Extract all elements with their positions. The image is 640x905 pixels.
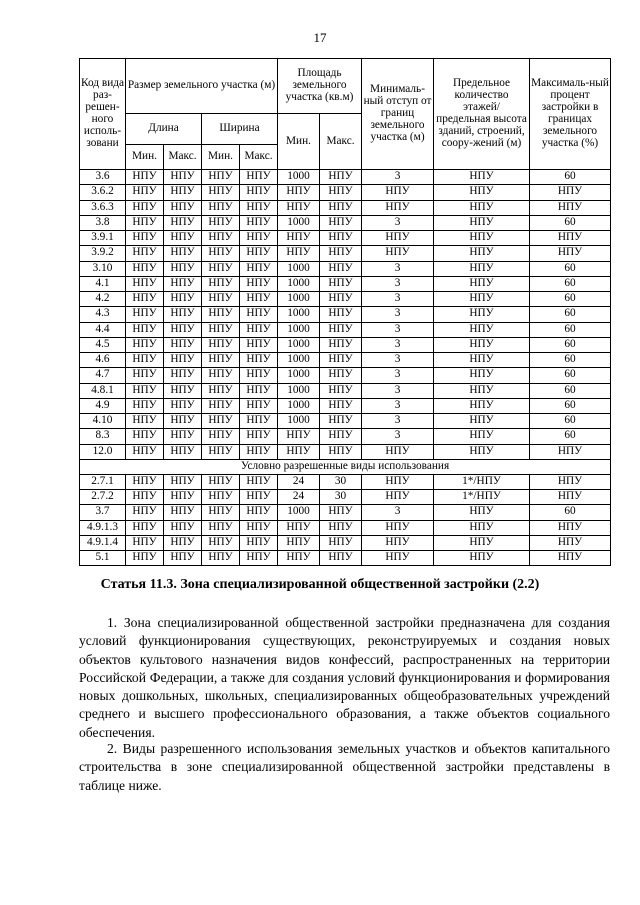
header-max-floors: Предельное количество этажей/ предельная высота зданий, строений, соору-жений (м) — [434, 59, 530, 170]
conditional-rows — [80, 474, 611, 566]
table-cell: НПУ — [434, 231, 530, 246]
table-cell: НПУ — [126, 490, 164, 505]
table-cell: НПУ — [240, 307, 278, 322]
table-row — [80, 398, 611, 413]
table-cell: НПУ — [126, 414, 164, 429]
header-width-max: Макс. — [240, 145, 278, 170]
header-plot-size: Размер земельного участка (м) — [126, 59, 278, 114]
table-cell: 5.1 — [80, 551, 126, 566]
table-row — [80, 170, 611, 185]
table-cell: НПУ — [126, 398, 164, 413]
table-cell: 1000 — [278, 353, 320, 368]
table-cell: НПУ — [164, 185, 202, 200]
zoning-parameters-table — [79, 58, 611, 566]
table-cell: НПУ — [202, 353, 240, 368]
table-cell: НПУ — [530, 200, 611, 215]
table-cell: 60 — [530, 337, 611, 352]
table-cell: НПУ — [434, 170, 530, 185]
table-cell: НПУ — [164, 474, 202, 489]
table-cell: НПУ — [202, 398, 240, 413]
table-cell: НПУ — [362, 231, 434, 246]
table-cell: НПУ — [164, 535, 202, 550]
table-cell: 60 — [530, 398, 611, 413]
table-cell: 1*/НПУ — [434, 474, 530, 489]
table-cell: НПУ — [240, 261, 278, 276]
table-cell: НПУ — [434, 520, 530, 535]
table-cell: НПУ — [202, 307, 240, 322]
table-cell: 24 — [278, 490, 320, 505]
table-cell: НПУ — [126, 215, 164, 230]
table-cell: НПУ — [362, 520, 434, 535]
table-cell: 30 — [320, 474, 362, 489]
table-cell: НПУ — [126, 246, 164, 261]
table-cell: НПУ — [164, 322, 202, 337]
table-row — [80, 353, 611, 368]
table-row — [80, 185, 611, 200]
table-cell: 3.10 — [80, 261, 126, 276]
table-cell: НПУ — [126, 292, 164, 307]
table-cell: НПУ — [164, 337, 202, 352]
table-cell: НПУ — [240, 337, 278, 352]
table-cell: НПУ — [240, 414, 278, 429]
table-row — [80, 444, 611, 459]
table-cell: 1000 — [278, 337, 320, 352]
table-cell: 1000 — [278, 292, 320, 307]
table-cell: НПУ — [362, 490, 434, 505]
table-row — [80, 474, 611, 489]
table-cell: НПУ — [164, 429, 202, 444]
table-cell: НПУ — [362, 185, 434, 200]
table-cell: 1000 — [278, 170, 320, 185]
table-cell: 3 — [362, 368, 434, 383]
table-cell: НПУ — [164, 261, 202, 276]
table-cell: НПУ — [434, 307, 530, 322]
header-plot-area: Площадь земельного участка (кв.м) — [278, 59, 362, 114]
table-cell: НПУ — [320, 368, 362, 383]
table-cell: НПУ — [202, 292, 240, 307]
table-cell: 3.6.2 — [80, 185, 126, 200]
table-cell: НПУ — [240, 429, 278, 444]
table-cell: НПУ — [126, 551, 164, 566]
table-cell: НПУ — [320, 505, 362, 520]
table-cell: НПУ — [320, 307, 362, 322]
table-cell: НПУ — [202, 414, 240, 429]
table-cell: НПУ — [240, 231, 278, 246]
table-cell: НПУ — [202, 520, 240, 535]
table-cell: НПУ — [434, 368, 530, 383]
table-cell: НПУ — [164, 307, 202, 322]
table-cell: 3 — [362, 276, 434, 291]
table-cell: НПУ — [362, 474, 434, 489]
table-cell: НПУ — [320, 398, 362, 413]
table-cell: НПУ — [530, 551, 611, 566]
table-cell: НПУ — [434, 444, 530, 459]
header-area-min: Мин. — [278, 114, 320, 170]
header-length-min: Мин. — [126, 145, 164, 170]
table-cell: НПУ — [240, 398, 278, 413]
table-cell: НПУ — [320, 292, 362, 307]
table-cell: НПУ — [164, 246, 202, 261]
table-cell: НПУ — [320, 231, 362, 246]
table-row — [80, 215, 611, 230]
table-cell: НПУ — [434, 292, 530, 307]
table-cell: НПУ — [240, 383, 278, 398]
table-cell: НПУ — [164, 520, 202, 535]
table-cell: НПУ — [126, 353, 164, 368]
table-row — [80, 429, 611, 444]
table-cell: НПУ — [126, 261, 164, 276]
table-cell: НПУ — [320, 429, 362, 444]
table-cell: НПУ — [240, 535, 278, 550]
table-cell: 60 — [530, 215, 611, 230]
table-cell: НПУ — [278, 520, 320, 535]
table-cell: 4.9.1.3 — [80, 520, 126, 535]
header-length: Длина — [126, 114, 202, 145]
table-cell: НПУ — [164, 505, 202, 520]
table-cell: НПУ — [278, 231, 320, 246]
table-cell: 60 — [530, 292, 611, 307]
table-cell: НПУ — [434, 261, 530, 276]
table-cell: НПУ — [434, 246, 530, 261]
table-cell: 3 — [362, 292, 434, 307]
table-cell: НПУ — [202, 261, 240, 276]
table-cell: НПУ — [362, 246, 434, 261]
table-cell: 1000 — [278, 276, 320, 291]
table-cell: НПУ — [530, 444, 611, 459]
table-cell: НПУ — [126, 322, 164, 337]
table-cell: НПУ — [320, 185, 362, 200]
table-cell: НПУ — [278, 535, 320, 550]
table-cell: 3 — [362, 337, 434, 352]
table-cell: НПУ — [240, 444, 278, 459]
table-cell: НПУ — [320, 261, 362, 276]
header-area-max: Макс. — [320, 114, 362, 170]
table-cell: 3.9.1 — [80, 231, 126, 246]
table-cell: 4.3 — [80, 307, 126, 322]
table-cell: НПУ — [320, 444, 362, 459]
paragraph-2: 2. Виды разрешенного использования земельных участков и объектов капитального строительства в зоне специализированной общественной застройки представлены в таблице ниже. — [79, 741, 610, 793]
table-cell: НПУ — [240, 322, 278, 337]
table-cell: 4.10 — [80, 414, 126, 429]
table-cell: НПУ — [320, 414, 362, 429]
table-cell: НПУ — [240, 490, 278, 505]
table-cell: 4.9 — [80, 398, 126, 413]
table-cell: 60 — [530, 368, 611, 383]
table-cell: 1000 — [278, 368, 320, 383]
table-cell: НПУ — [164, 490, 202, 505]
header-max-coverage: Максималь-ный процент застройки в границах земельного участка (%) — [530, 59, 611, 170]
table-cell: НПУ — [240, 474, 278, 489]
table-cell: НПУ — [126, 185, 164, 200]
table-cell: 60 — [530, 353, 611, 368]
header-min-setback: Минималь-ный отступ от границ земельного участка (м) — [362, 59, 434, 170]
table-cell: НПУ — [164, 231, 202, 246]
table-cell: НПУ — [240, 368, 278, 383]
table-cell: НПУ — [240, 292, 278, 307]
table-cell: 60 — [530, 383, 611, 398]
table-cell: НПУ — [530, 185, 611, 200]
table-cell: НПУ — [164, 414, 202, 429]
conditional-section — [80, 459, 611, 474]
table-row — [80, 520, 611, 535]
table-cell: НПУ — [320, 215, 362, 230]
table-row — [80, 383, 611, 398]
main-rows — [80, 170, 611, 460]
table-cell: НПУ — [126, 474, 164, 489]
table-cell: НПУ — [164, 200, 202, 215]
table-cell: 4.1 — [80, 276, 126, 291]
table-cell: 3.6.3 — [80, 200, 126, 215]
table-cell: 60 — [530, 414, 611, 429]
table-cell: 8.3 — [80, 429, 126, 444]
table-cell: НПУ — [434, 505, 530, 520]
table-cell: НПУ — [240, 505, 278, 520]
table-cell: НПУ — [164, 292, 202, 307]
table-cell: НПУ — [530, 474, 611, 489]
table-row — [80, 368, 611, 383]
table-cell: 1000 — [278, 505, 320, 520]
table-cell: НПУ — [278, 246, 320, 261]
table-cell: НПУ — [240, 246, 278, 261]
page-number: 17 — [313, 30, 327, 45]
table-cell: НПУ — [164, 398, 202, 413]
table-cell: 2.7.1 — [80, 474, 126, 489]
table-cell: 4.2 — [80, 292, 126, 307]
table-cell: НПУ — [164, 215, 202, 230]
table-cell: НПУ — [362, 200, 434, 215]
table-cell: НПУ — [434, 398, 530, 413]
table-cell: НПУ — [126, 429, 164, 444]
table-cell: НПУ — [202, 490, 240, 505]
table-cell: НПУ — [202, 337, 240, 352]
table-cell: НПУ — [434, 215, 530, 230]
table-cell: НПУ — [164, 551, 202, 566]
table-cell: НПУ — [202, 383, 240, 398]
table-cell: НПУ — [126, 444, 164, 459]
table-cell: 24 — [278, 474, 320, 489]
table-cell: НПУ — [240, 200, 278, 215]
table-row — [80, 200, 611, 215]
table-cell: НПУ — [434, 337, 530, 352]
table-cell: 3 — [362, 170, 434, 185]
table-row — [80, 322, 611, 337]
table-cell: 3 — [362, 307, 434, 322]
table-cell: НПУ — [320, 353, 362, 368]
table-cell: НПУ — [530, 490, 611, 505]
table-cell: 3 — [362, 398, 434, 413]
table-row — [80, 337, 611, 352]
table-cell: 3.9.2 — [80, 246, 126, 261]
table-cell: НПУ — [202, 215, 240, 230]
table-cell: 60 — [530, 322, 611, 337]
table-cell: НПУ — [320, 246, 362, 261]
table-cell: 4.7 — [80, 368, 126, 383]
table-row — [80, 490, 611, 505]
table-cell: НПУ — [240, 276, 278, 291]
table-cell: 3 — [362, 505, 434, 520]
table-row — [80, 307, 611, 322]
table-cell: НПУ — [126, 170, 164, 185]
table-cell: НПУ — [434, 429, 530, 444]
table-cell: НПУ — [126, 337, 164, 352]
table-cell: 3 — [362, 215, 434, 230]
table-cell: НПУ — [202, 246, 240, 261]
table-cell: НПУ — [320, 535, 362, 550]
conditional-uses-label: Условно разрешенные виды использования — [80, 459, 611, 474]
table-cell: НПУ — [434, 353, 530, 368]
table-cell: 3 — [362, 383, 434, 398]
table-cell: НПУ — [126, 231, 164, 246]
table-cell: 4.6 — [80, 353, 126, 368]
table-cell: НПУ — [126, 276, 164, 291]
table-cell: НПУ — [126, 383, 164, 398]
table-row — [80, 414, 611, 429]
table-cell: 3 — [362, 322, 434, 337]
table-cell: 1000 — [278, 398, 320, 413]
table-cell: 1000 — [278, 383, 320, 398]
table-cell: НПУ — [278, 200, 320, 215]
table-cell: 1000 — [278, 215, 320, 230]
table-cell: 3 — [362, 414, 434, 429]
table-row — [80, 231, 611, 246]
table-cell: НПУ — [126, 307, 164, 322]
table-cell: 60 — [530, 170, 611, 185]
table-cell: НПУ — [434, 535, 530, 550]
table-cell: НПУ — [202, 170, 240, 185]
table-cell: НПУ — [362, 535, 434, 550]
table-cell: НПУ — [278, 185, 320, 200]
table-cell: НПУ — [240, 185, 278, 200]
header-code: Код вида раз-решен-ного исполь-зовани — [80, 59, 126, 170]
article-title: Статья 11.3. Зона специализированной общественной застройки (2.2) — [100, 577, 540, 592]
table-cell: НПУ — [530, 231, 611, 246]
table-cell: НПУ — [320, 170, 362, 185]
table-cell: 3.6 — [80, 170, 126, 185]
table-cell: НПУ — [278, 551, 320, 566]
table-cell: НПУ — [278, 429, 320, 444]
table-cell: НПУ — [320, 520, 362, 535]
table-cell: НПУ — [202, 429, 240, 444]
table-cell: НПУ — [202, 444, 240, 459]
table-cell: НПУ — [362, 444, 434, 459]
table-row — [80, 261, 611, 276]
table-cell: НПУ — [530, 535, 611, 550]
table-row — [80, 551, 611, 566]
header-width: Ширина — [202, 114, 278, 145]
table-cell: 60 — [530, 307, 611, 322]
table-cell: 30 — [320, 490, 362, 505]
table-cell: НПУ — [362, 551, 434, 566]
table-cell: НПУ — [320, 551, 362, 566]
table-cell: НПУ — [434, 185, 530, 200]
table-cell: НПУ — [240, 215, 278, 230]
table-cell: 4.4 — [80, 322, 126, 337]
table-cell: НПУ — [434, 276, 530, 291]
table-cell: НПУ — [202, 276, 240, 291]
table-cell: 60 — [530, 276, 611, 291]
table-cell: НПУ — [202, 535, 240, 550]
table-cell: 12.0 — [80, 444, 126, 459]
table-cell: 1000 — [278, 322, 320, 337]
table-cell: НПУ — [202, 505, 240, 520]
table-cell: НПУ — [164, 383, 202, 398]
table-cell: НПУ — [202, 322, 240, 337]
table-cell: 3 — [362, 429, 434, 444]
table-row — [80, 292, 611, 307]
table-row — [80, 276, 611, 291]
table-cell: НПУ — [434, 383, 530, 398]
table-cell: НПУ — [164, 353, 202, 368]
table-row — [80, 246, 611, 261]
header-length-max: Макс. — [164, 145, 202, 170]
table-cell: 3.8 — [80, 215, 126, 230]
table-cell: НПУ — [202, 200, 240, 215]
table-row — [80, 505, 611, 520]
table-cell: НПУ — [202, 551, 240, 566]
table-cell: 4.8.1 — [80, 383, 126, 398]
table-cell: НПУ — [434, 551, 530, 566]
table-cell: НПУ — [434, 322, 530, 337]
table-cell: 2.7.2 — [80, 490, 126, 505]
table-cell: НПУ — [126, 368, 164, 383]
table-cell: НПУ — [434, 414, 530, 429]
table-cell: НПУ — [320, 276, 362, 291]
table-cell: НПУ — [530, 246, 611, 261]
table-cell: НПУ — [126, 200, 164, 215]
table-cell: НПУ — [240, 551, 278, 566]
table-cell: 1000 — [278, 414, 320, 429]
table-cell: НПУ — [202, 231, 240, 246]
table-cell: 60 — [530, 429, 611, 444]
table-cell: 3.7 — [80, 505, 126, 520]
table-cell: 3 — [362, 261, 434, 276]
table-cell: НПУ — [434, 200, 530, 215]
header-width-min: Мин. — [202, 145, 240, 170]
table-cell: НПУ — [164, 276, 202, 291]
table-cell: 4.5 — [80, 337, 126, 352]
paragraph-1: 1. Зона специализированной общественной застройки предназначена для создания условий функционирования существующих, реконструируемых и создания новых объектов культового назначения видов конфессий, распространенных на территории Российской Федерации, а также для создания условий функционирования и формирования новых дошкольных, школьных, специализированных общеобразовательных учреждений среднего и высшего профессионального образования, а также объектов социального обеспечения. — [79, 615, 610, 740]
table-cell: НПУ — [126, 505, 164, 520]
table-cell: НПУ — [126, 520, 164, 535]
table-cell: НПУ — [320, 200, 362, 215]
table-cell: 60 — [530, 261, 611, 276]
table-cell: 3 — [362, 353, 434, 368]
table-cell: НПУ — [126, 535, 164, 550]
table-cell: НПУ — [320, 337, 362, 352]
table-cell: НПУ — [320, 383, 362, 398]
table-cell: НПУ — [202, 368, 240, 383]
table-cell: НПУ — [240, 520, 278, 535]
table-cell: НПУ — [164, 170, 202, 185]
table-cell: 1*/НПУ — [434, 490, 530, 505]
table-cell: НПУ — [202, 474, 240, 489]
table-cell: 4.9.1.4 — [80, 535, 126, 550]
table-cell: НПУ — [240, 353, 278, 368]
table-cell: 1000 — [278, 261, 320, 276]
table-cell: НПУ — [164, 368, 202, 383]
table-cell: НПУ — [202, 185, 240, 200]
table-cell: НПУ — [240, 170, 278, 185]
table-cell: НПУ — [530, 520, 611, 535]
table-cell: 60 — [530, 505, 611, 520]
table-cell: НПУ — [278, 444, 320, 459]
table-cell: 1000 — [278, 307, 320, 322]
table-cell: НПУ — [320, 322, 362, 337]
table-cell: НПУ — [164, 444, 202, 459]
table-row — [80, 535, 611, 550]
